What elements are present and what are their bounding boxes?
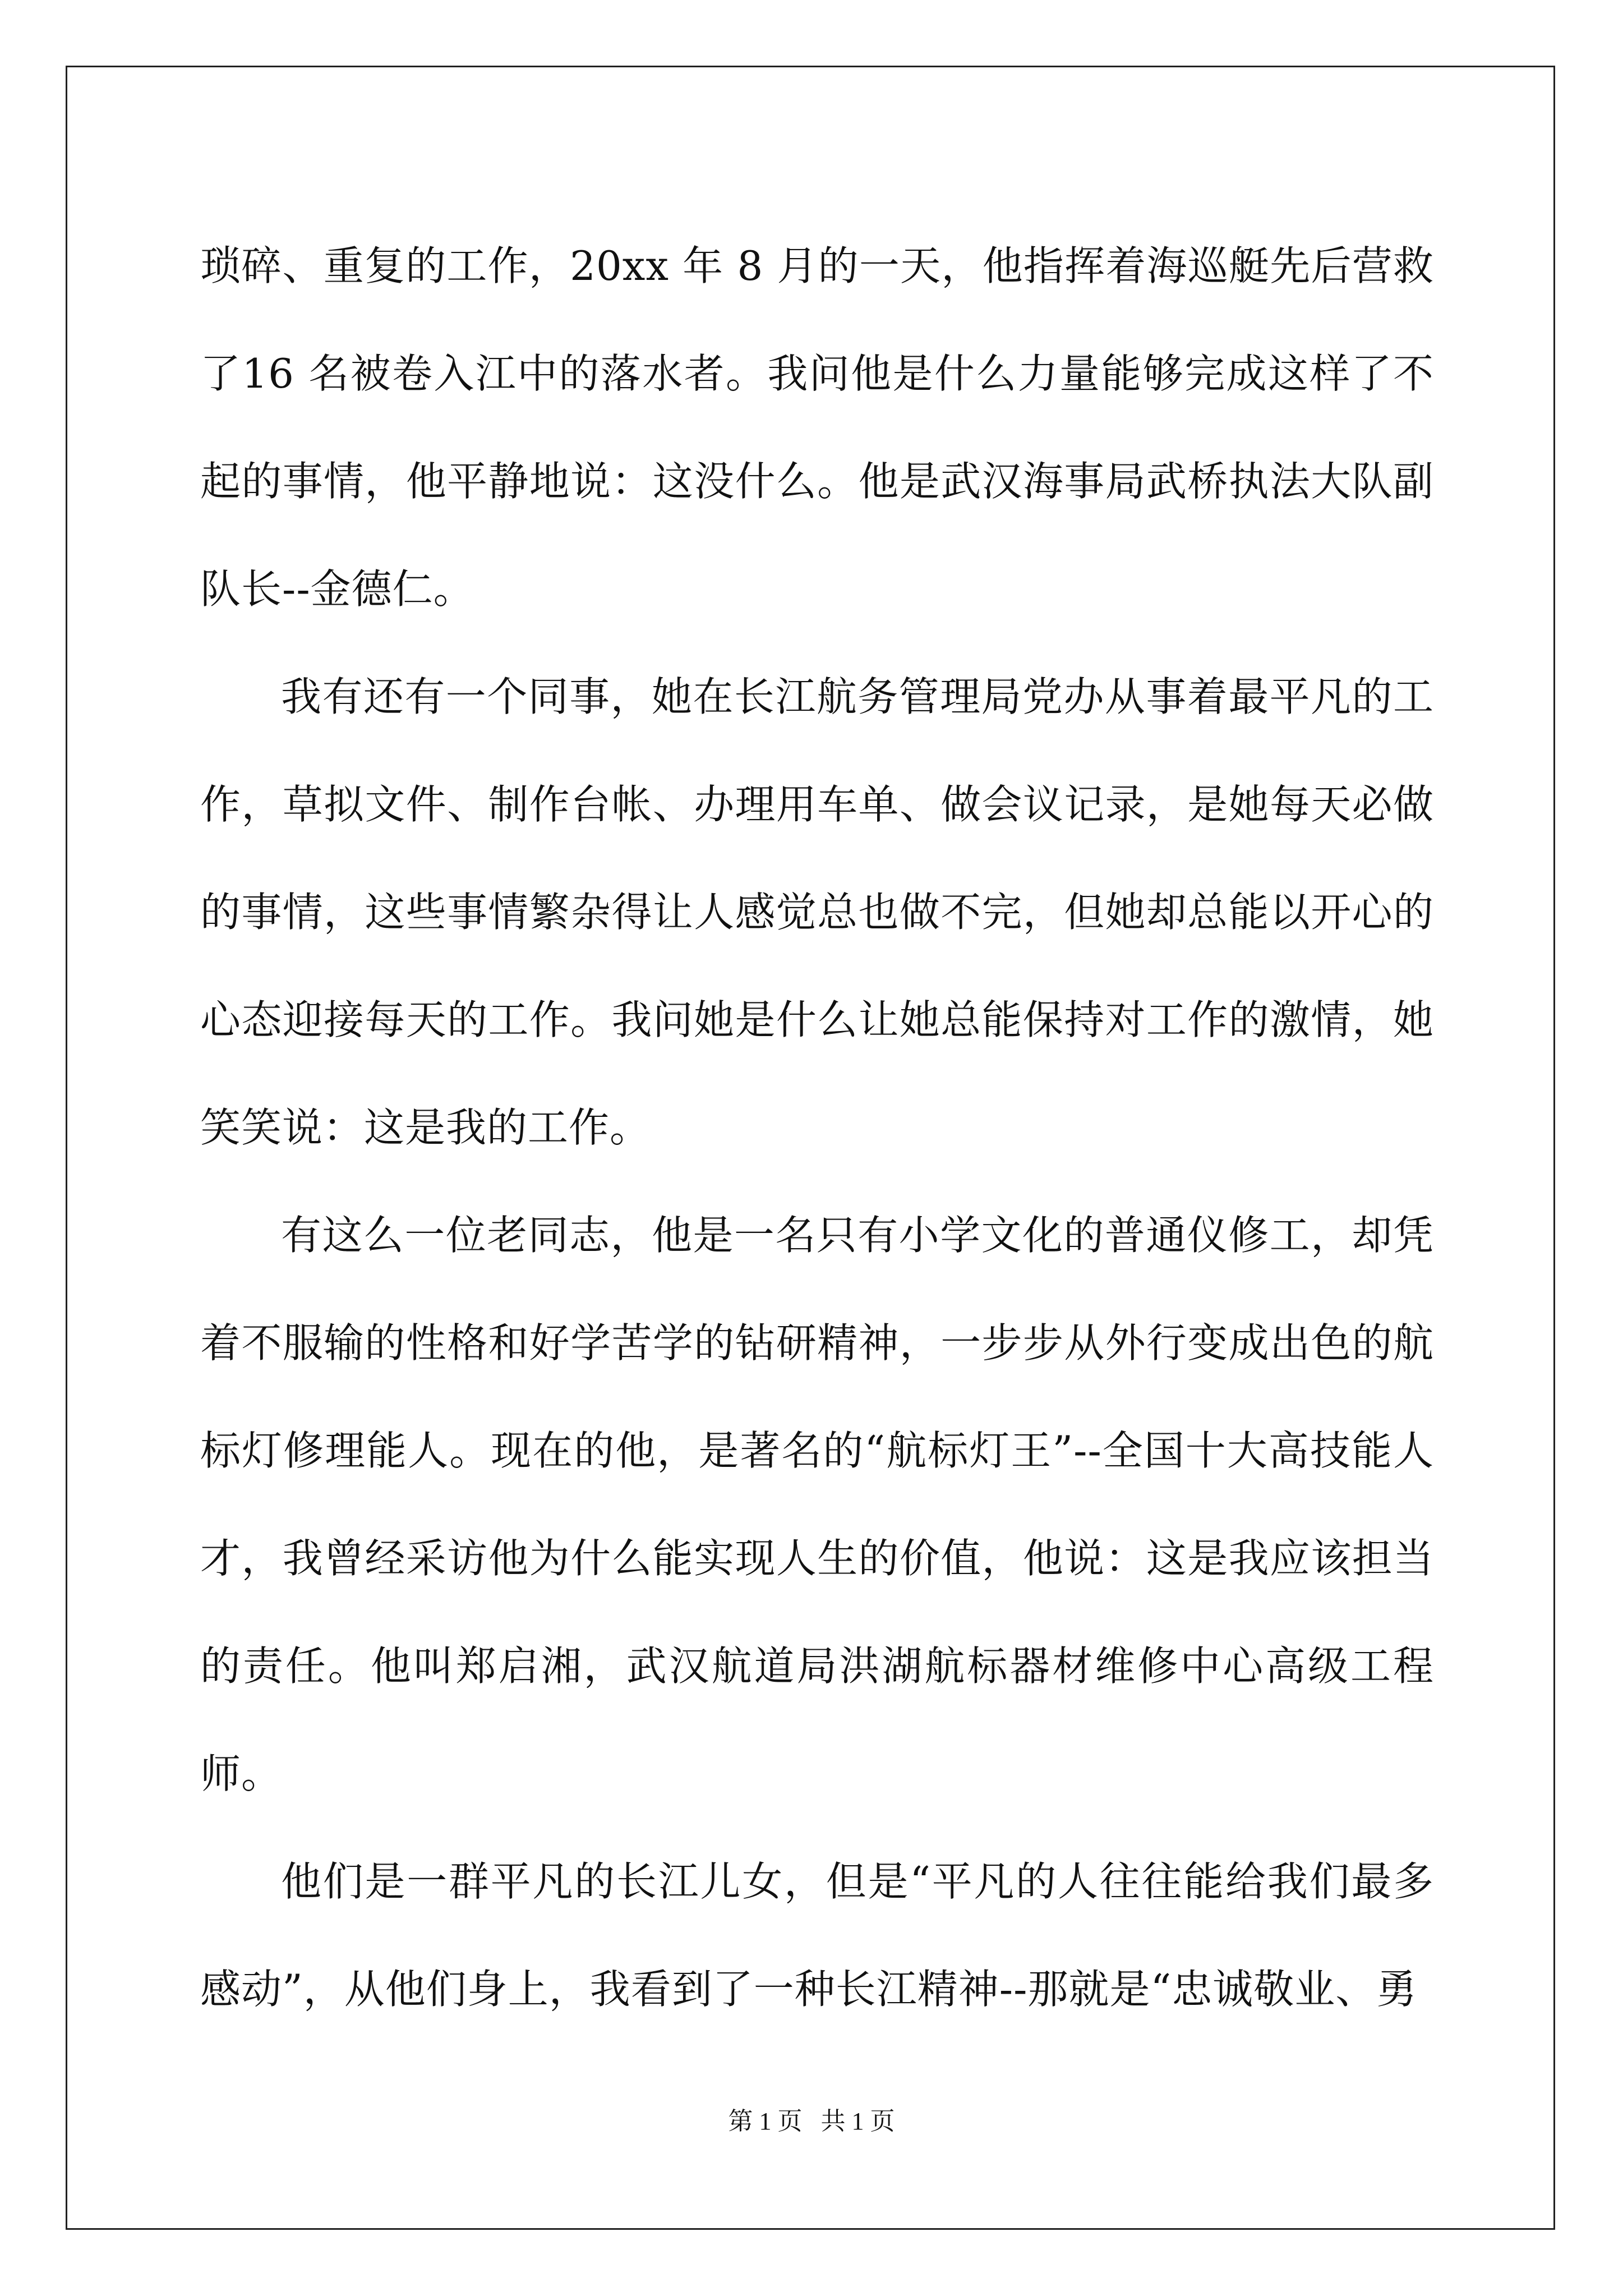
document-body [200, 212, 1434, 2043]
paragraph-4: 他们是一群平凡的长江儿女，但是“平凡的人往往能给我们最多感动”，从他们身上，我看到了一种长江精神--那就是“忠诚敬业、勇 [200, 1858, 1434, 2013]
page-footer: 第 1 页 共 1 页 [728, 2108, 895, 2135]
paragraph-1: 琐碎、重复的工作，20xx 年 8 月的一天，他指挥着海巡艇先后营救了16 名被卷入江中的落水者。我问他是什么力量能够完成这样了不起的事情，他平静地说：这没什么。他是武汉海事局武桥执法大队副队长--金德仁。 [200, 242, 1434, 613]
paragraph-2: 我有还有一个同事，她在长江航务管理局党办从事着最平凡的工作，草拟文件、制作台帐、办理用车单、做会议记录，是她每天必做的事情，这些事情繁杂得让人感觉总也做不完，但她却总能以开心的心态迎接每天的工作。我问她是什么让她总能保持对工作的激情，她笑笑说：这是我的工作。 [200, 673, 1434, 1151]
paragraph-3: 有这么一位老同志，他是一名只有小学文化的普通仪修工，却凭着不服输的性格和好学苦学的钻研精神，一步步从外行变成出色的航标灯修理能人。现在的他，是著名的“航标灯王”--全国十大高技能人才，我曾经采访他为什么能实现人生的价值，他说：这是我应该担当的责任。他叫郑启湘，武汉航道局洪湖航标器材维修中心高级工程师。 [200, 1212, 1434, 1797]
